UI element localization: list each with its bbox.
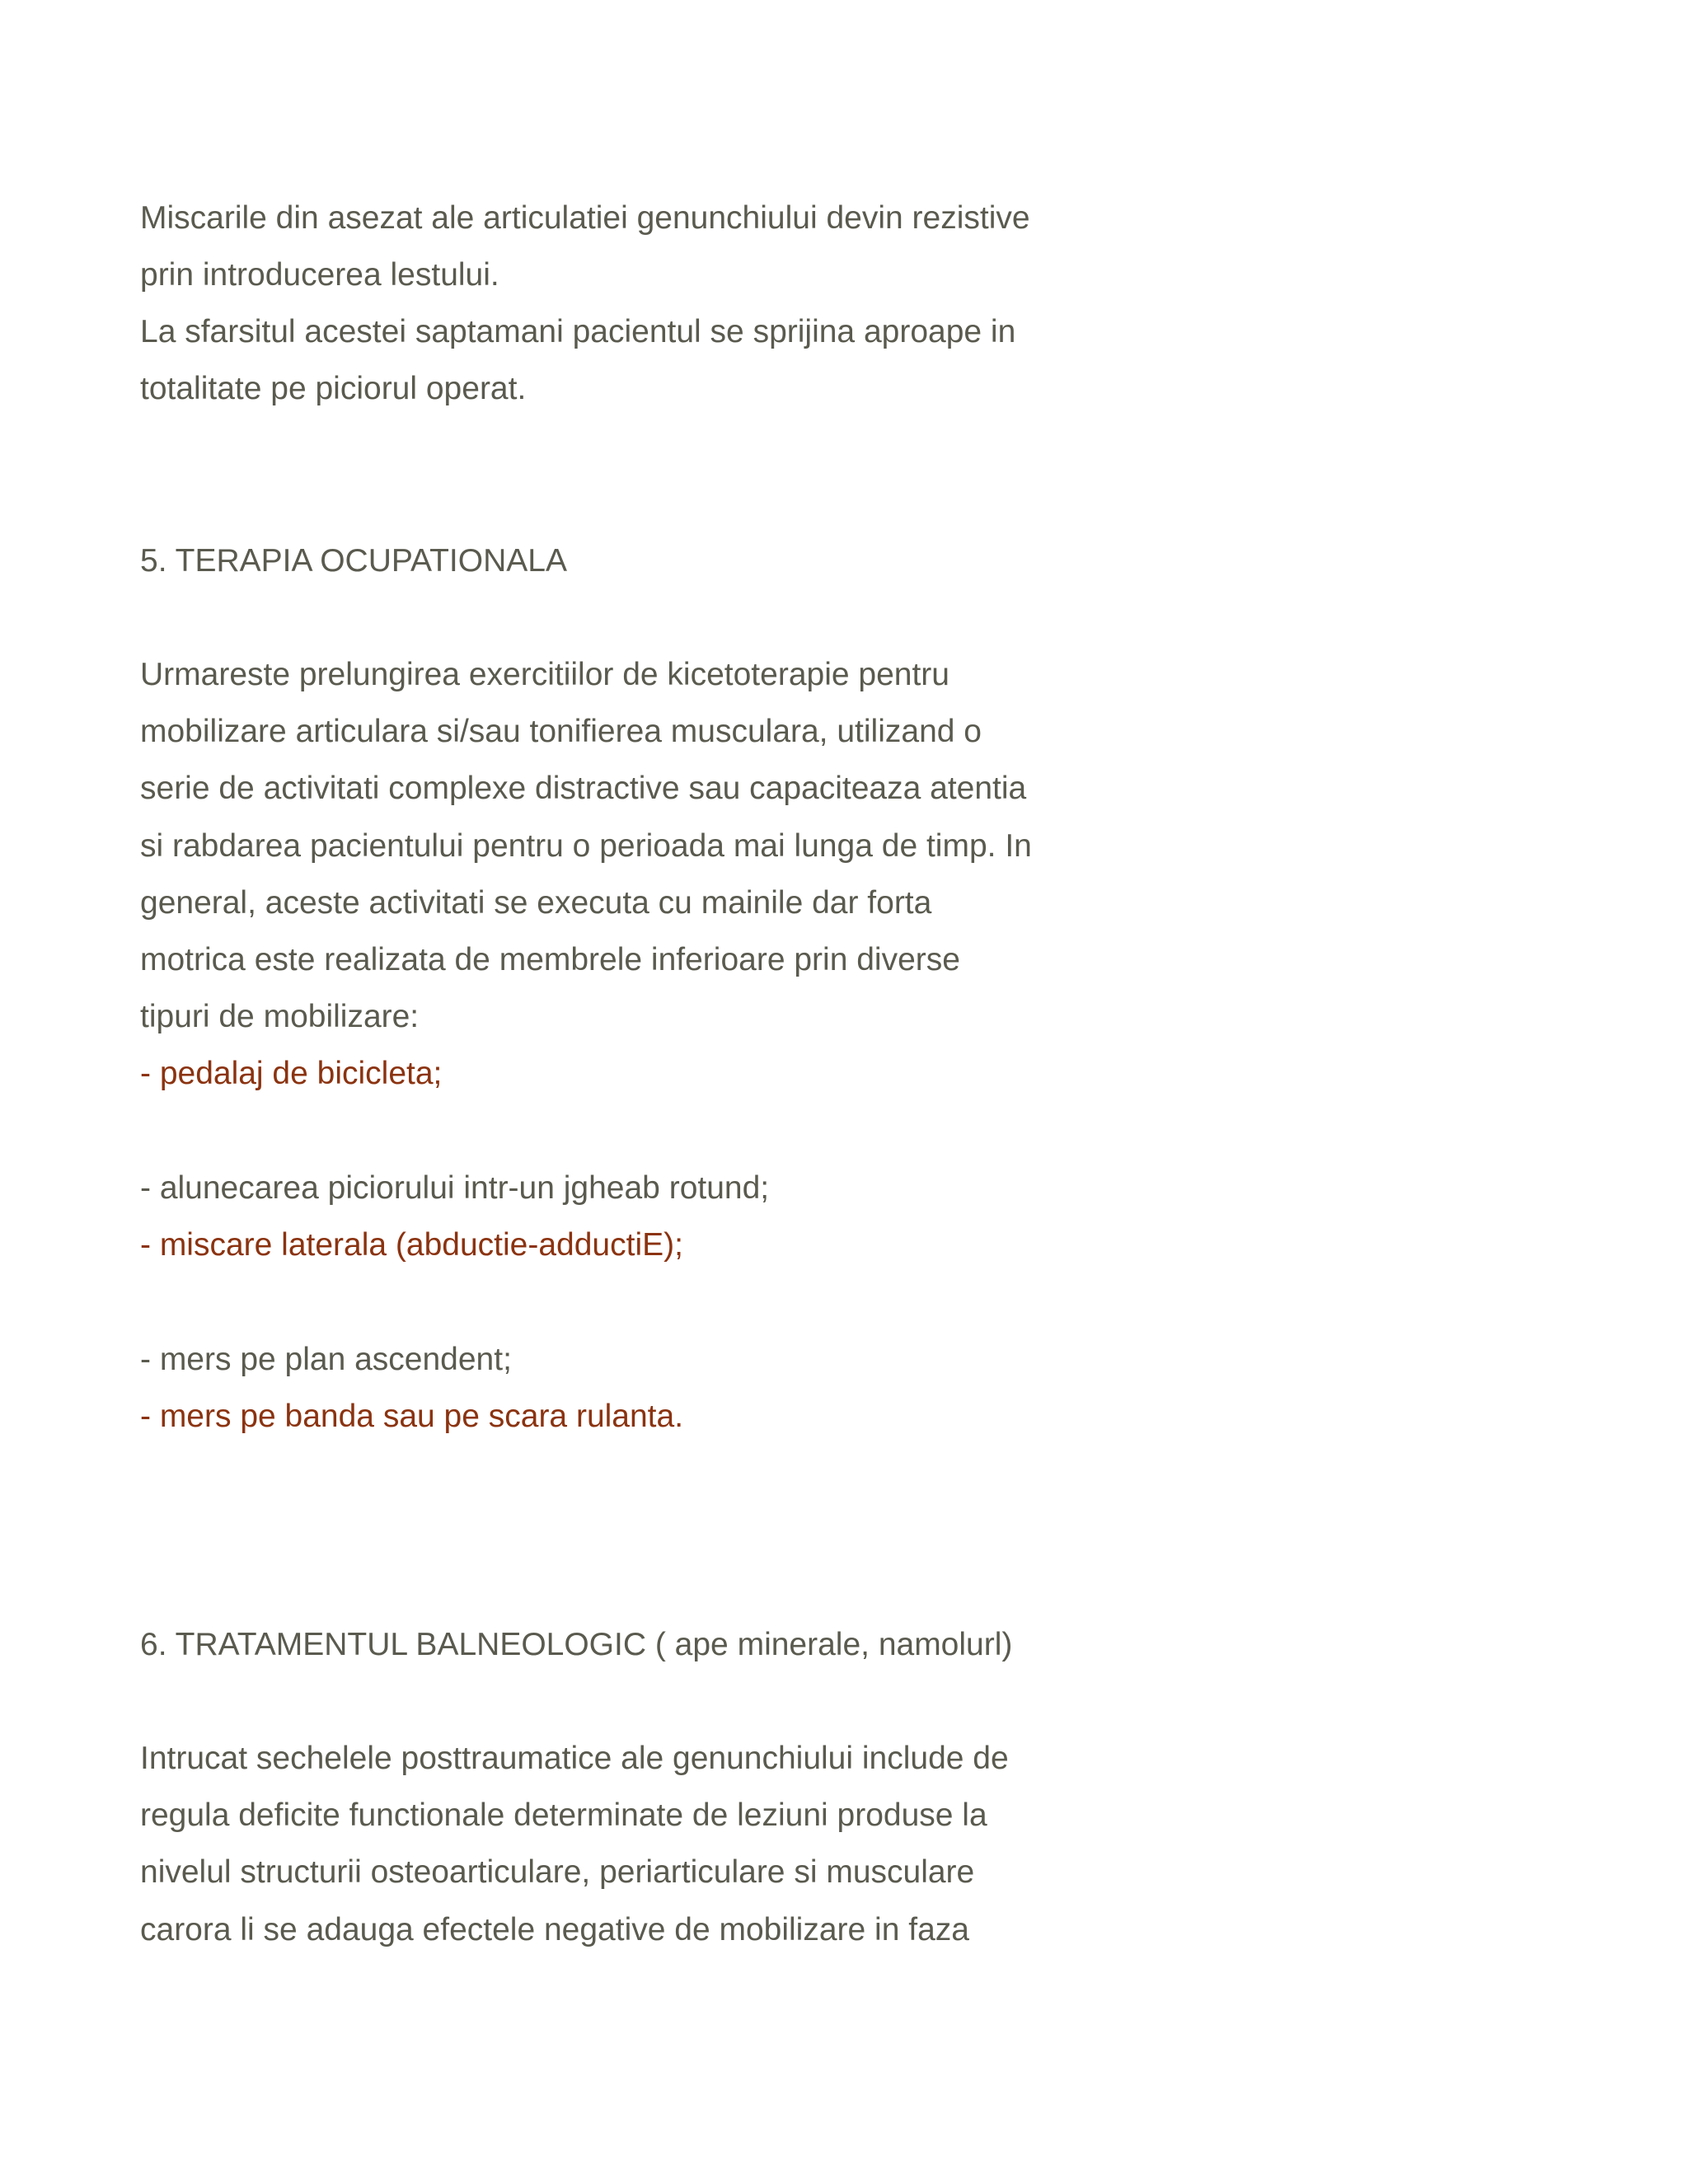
section-heading: 5. TERAPIA OCUPATIONALA <box>140 543 567 579</box>
list-item: - mers pe plan ascendent; <box>140 1342 512 1377</box>
paragraph-line: serie de activitati complexe distractive sau capaciteaza atentia <box>140 771 1027 806</box>
paragraph-line: general, aceste activitati se executa cu mainile dar forta <box>140 885 932 921</box>
paragraph-line: tipuri de mobilizare: <box>140 999 420 1034</box>
paragraph-line: Miscarile din asezat ale articulatiei genunchiului devin rezistive <box>140 200 1030 236</box>
list-item: - pedalaj de bicicleta; <box>140 1056 443 1091</box>
paragraph-line: Urmareste prelungirea exercitiilor de kicetoterapie pentru <box>140 657 950 692</box>
paragraph-line: si rabdarea pacientului pentru o perioada mai lunga de timp. In <box>140 828 1032 864</box>
section-heading: 6. TRATAMENTUL BALNEOLOGIC ( ape minerale, namolurl) <box>140 1627 1013 1662</box>
paragraph-line: prin introducerea lestului. <box>140 257 499 293</box>
paragraph-line: regula deficite functionale determinate de leziuni produse la <box>140 1797 987 1833</box>
paragraph-line: carora li se adauga efectele negative de mobilizare in faza <box>140 1912 969 1947</box>
paragraph-line: nivelul structurii osteoarticulare, periarticulare si musculare <box>140 1854 975 1890</box>
paragraph-line: Intrucat sechelele posttraumatice ale genunchiului include de <box>140 1741 1009 1776</box>
paragraph-line: La sfarsitul acestei saptamani pacientul se sprijina aproape in <box>140 314 1016 349</box>
list-item: - miscare laterala (abductie-adductiE); <box>140 1227 683 1263</box>
list-item: - alunecarea piciorului intr-un jgheab rotund; <box>140 1170 770 1206</box>
paragraph-line: mobilizare articulara si/sau tonifierea musculara, utilizand o <box>140 714 982 749</box>
paragraph-line: totalitate pe piciorul operat. <box>140 371 527 406</box>
paragraph-line: motrica este realizata de membrele inferioare prin diverse <box>140 942 960 977</box>
list-item: - mers pe banda sau pe scara rulanta. <box>140 1399 684 1434</box>
